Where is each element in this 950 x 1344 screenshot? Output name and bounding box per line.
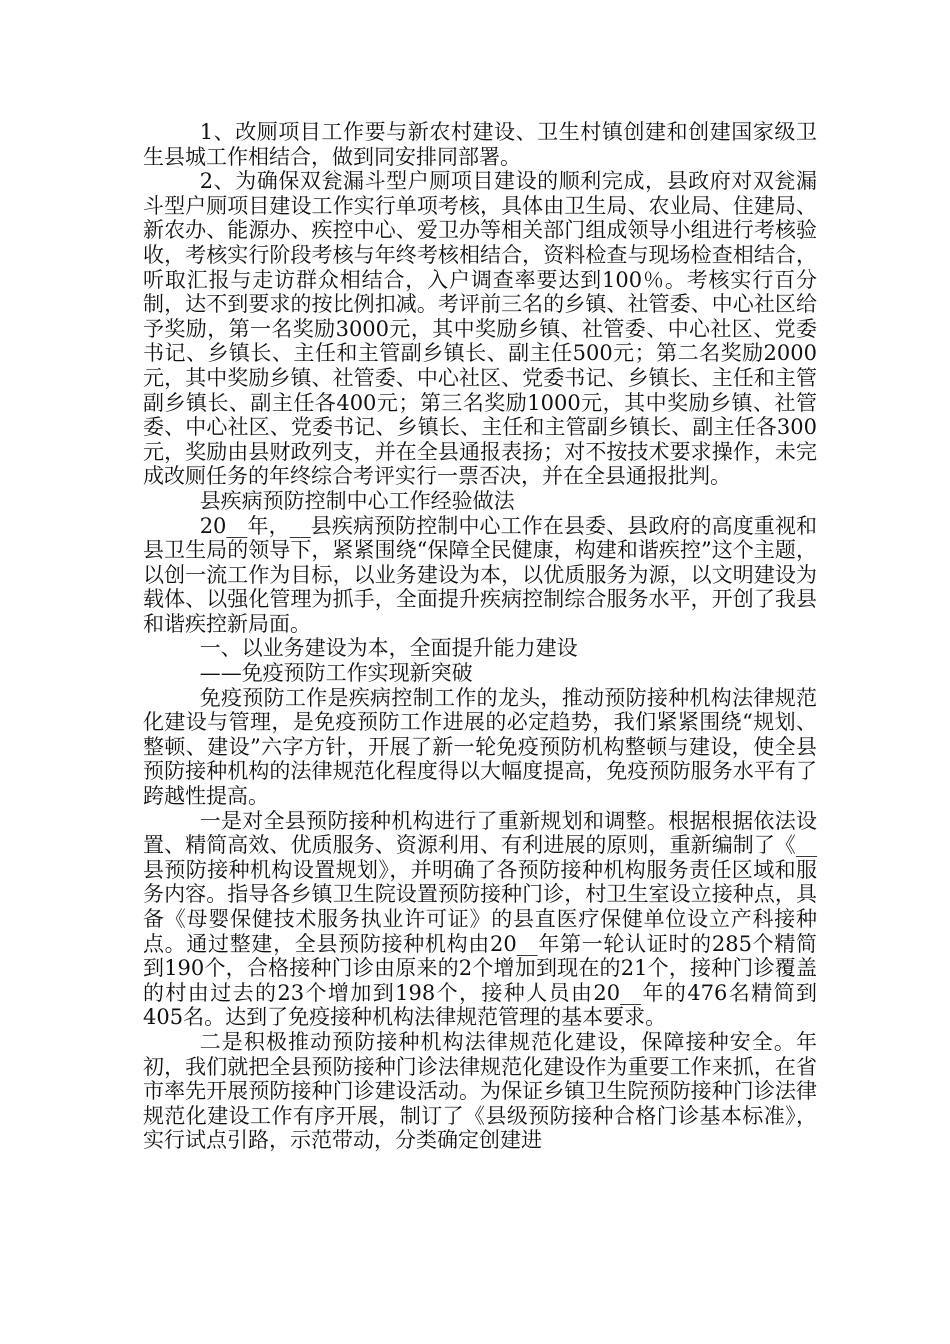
section-title: 县疾病预防控制中心工作经验做法 <box>199 488 515 513</box>
subheading: ——免疫预防工作实现新突破 <box>199 661 473 686</box>
paragraph-item-2: 2、为确保双瓮漏斗型户厕项目建设的顺利完成，县政府对双瓮漏斗型户厕项目建设工作实行单项考核，具体由卫生局、农业局、住建局、新农办、能源办、疾控中心、爱卫办等相关部门组成领导小组进行考核验收，考核实行阶段考核与年终考核相结合，资料检查与现场检查相结合，听取汇报与走访群众相结合，入户调查率要达到100％。考核实行百分制，达不到要求的按比例扣减。考评前三名的乡镇、社管委、中心社区给予奖励，第一名奖励3000元，其中奖励乡镇、社管委、中心社区、党委书记、乡镇长、主任和主管副乡镇长、副主任500元；第二名奖励2000元，其中奖励乡镇、社管委、中心社区、党委书记、乡镇长、主任和主管副乡镇长、副主任各400元；第三名奖励1000元，其中奖励乡镇、社管委、中心社区、党委书记、乡镇长、主任和主管副乡镇长、副主任各300元，奖励由县财政列支，并在全县通报表扬；对不按技术要求操作，未完成改厕任务的年终综合考评实行一票否决，并在全县通报批判。 <box>143 169 817 489</box>
paragraph-immunization: 免疫预防工作是疾病控制工作的龙头，推动预防接种机构法律规范化建设与管理，是免疫预防工作进展的必定趋势，我们紧紧围绕“规划、整顿、建设”六字方针，开展了新一轮免疫预防机构整顿与建设，使全县预防接种机构的法律规范化程度得以大幅度提高，免疫预防服务水平有了跨越性提高。 <box>143 685 817 809</box>
paragraph-first-point: 一是对全县预防接种机构进行了重新规划和调整。根据根据依法设置、精简高效、优质服务、资源利用、有利进展的原则，重新编制了《__县预防接种机构设置规划》，并明确了各预防接种机构服务责任区域和服务内容。指导各乡镇卫生院设置预防接种门诊，村卫生室设立接种点，具备《母婴保健技术服务执业许可证》的县直医疗保健单位设立产科接种点。通过整建，全县预防接种机构由20__年第一轮认证时的285个精简到190个，合格接种门诊由原来的2个增加到现在的21个，接种门诊覆盖的村由过去的23个增加到198个，接种人员由20__年的476名精简到405名。达到了免疫接种机构法律规范管理的基本要求。 <box>143 808 817 1030</box>
paragraph-item-1: 1、改厕项目工作要与新农村建设、卫生村镇创建和创建国家级卫生县城工作相结合，做到同安排同部署。 <box>143 120 817 169</box>
document-body <box>143 120 817 1153</box>
heading-1: 一、以业务建设为本，全面提升能力建设 <box>199 636 578 661</box>
paragraph-second-point: 二是积极推动预防接种机构法律规范化建设，保障接种安全。年初，我们就把全县预防接种门诊法律规范化建设作为重要工作来抓，在省市率先开展预防接种门诊建设活动。为保证乡镇卫生院预防接种门诊法律规范化建设工作有序开展，制订了《县级预防接种合格门诊基本标准》，实行试点引路，示范带动，分类确定创建进 <box>143 1029 817 1153</box>
intro-paragraph: 20__年，__县疾病预防控制中心工作在县委、县政府的高度重视和县卫生局的领导下，紧紧围绕“保障全民健康，构建和谐疾控”这个主题，以创一流工作为目标，以业务建设为本，以优质服务为源，以文明建设为载体、以强化管理为抓手，全面提升疾病控制综合服务水平，开创了我县和谐疾控新局面。 <box>143 513 817 636</box>
